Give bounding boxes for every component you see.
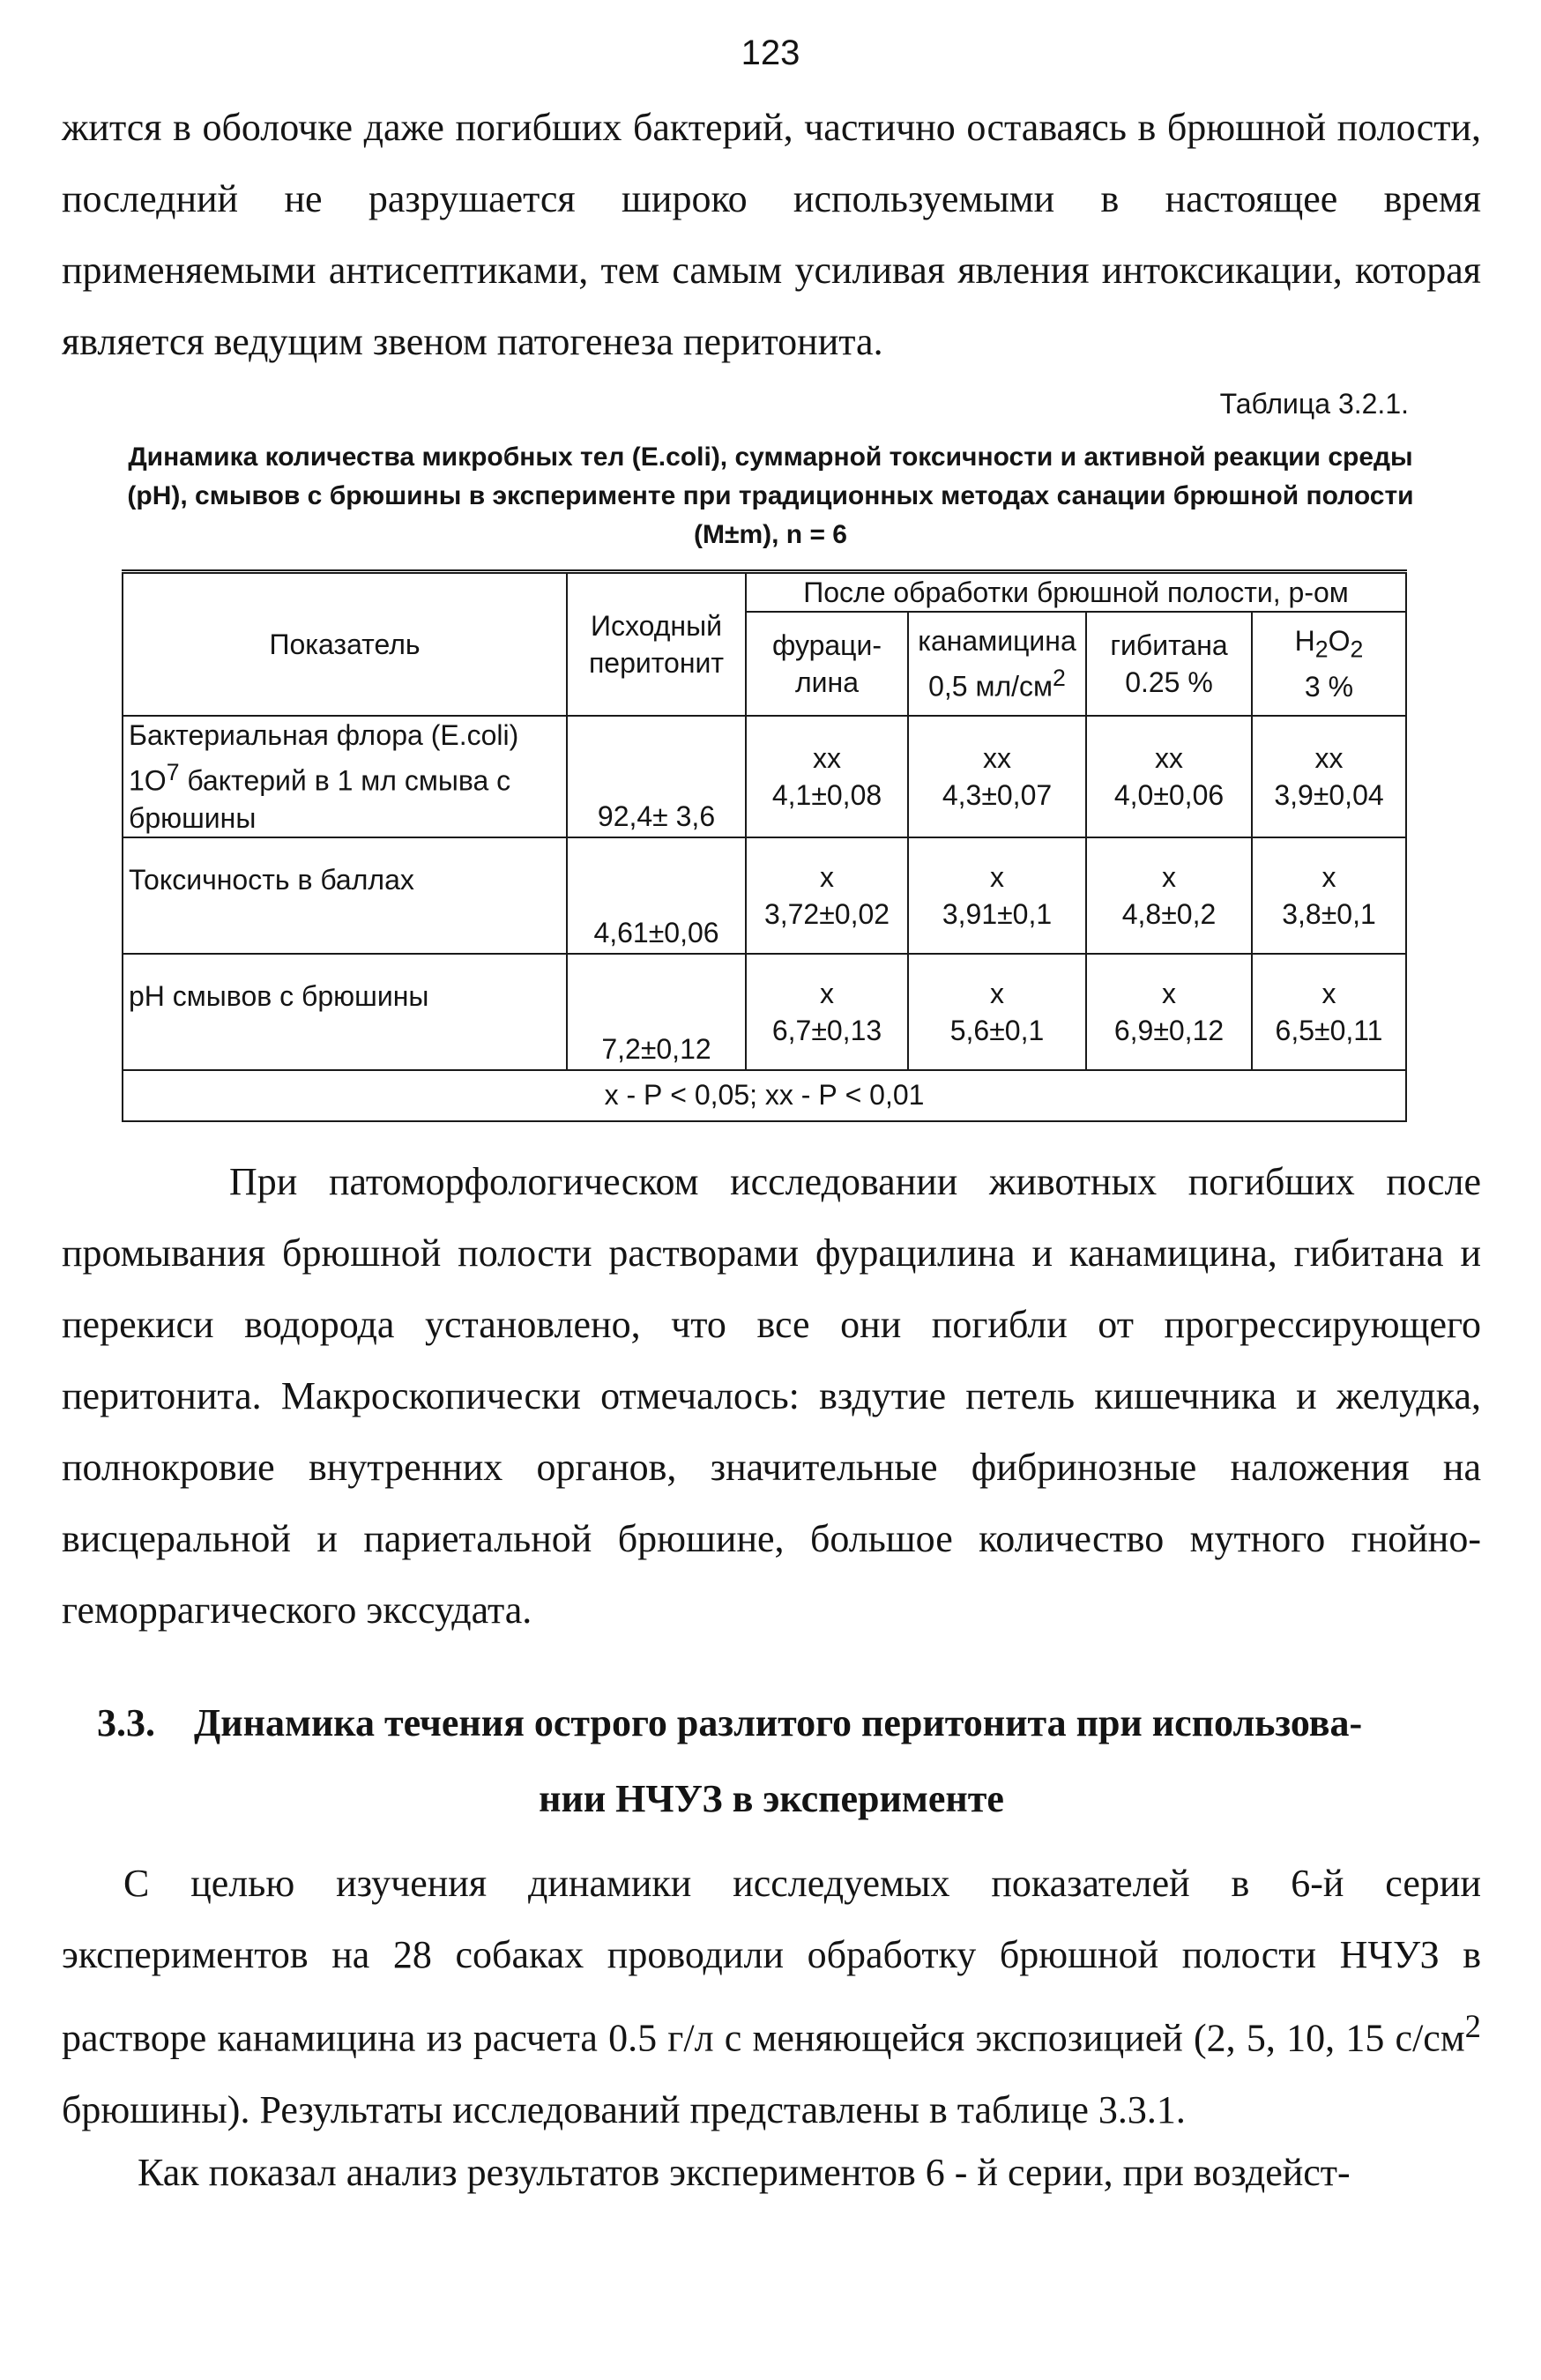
data-table xyxy=(122,569,1407,1122)
paragraph: При патоморфологическом исследовании животных погибших после промывания брюшной полости растворами фурацилина и канамицина, гибитана и перекиси водорода установлено, что все они погибли от прогрессирующего перитонита. Макроскопически отмечалось: вздутие петель кишечника и желудка, полнокровие внутренних органов, значительные фибринозные наложения на висцеральной и париетальной брюшине, большое количество мутного гнойно-геморрагического экссудата. xyxy=(62,1160,1481,1632)
header-indicator: Показатель xyxy=(123,572,567,717)
table-footnote: х - Р < 0,05; хх - Р < 0,01 xyxy=(123,1070,1406,1121)
value-cell: х 6,9±0,12 xyxy=(1086,954,1252,1070)
value-cell: х 5,6±0,1 xyxy=(908,954,1086,1070)
value-cell: хх 4,0±0,06 xyxy=(1086,716,1252,837)
page-number: 123 xyxy=(741,33,800,72)
header-initial: Исходный перитонит xyxy=(567,572,746,717)
value-cell: хх 3,9±0,04 xyxy=(1252,716,1406,837)
paragraph: С целью изучения динамики исследуемых показателей в 6-й серии экспериментов на 28 собаках проводили обработку брюшной полости НЧУЗ в растворе канамицина из расчета 0.5 г/л с меняющейся экспозицией (2, 5, 10, 15 $с/см^2$ брюшины). Результаты исследований представлены в таблице 3.3.1. xyxy=(62,1862,1481,2131)
paragraph: Как показал анализ результатов экспериментов 6 - й серии, при воздейст- xyxy=(138,2151,1351,2194)
header-h2o2: $H_2O_2$ 3 % xyxy=(1252,612,1406,716)
initial-value: 7,2±0,12 xyxy=(567,954,746,1070)
table-number: Таблица 3.2.1. xyxy=(1219,388,1409,420)
section-title: Динамика течения острого разлитого перитонита при использова- xyxy=(194,1701,1363,1744)
value-cell: хх 4,3±0,07 xyxy=(908,716,1086,837)
section-number: 3.3. xyxy=(97,1701,155,1744)
row-label: Токсичность в баллах xyxy=(123,837,567,954)
row-label: pH смывов с брюшины xyxy=(123,954,567,1070)
row-label: Бактериальная флора (E.coli) $1О^7$ бактерий в 1 мл смыва с брюшины xyxy=(123,716,567,837)
table-row xyxy=(123,716,1406,837)
header-after-treatment: После обработки брюшной полости, р-ом xyxy=(746,572,1406,613)
paragraph: жится в оболочке даже погибших бактерий, частично оставаясь в брюшной полости, последний не разрушается широко используемыми в настоящее время применяемыми антисептиками, тем самым усиливая явления интоксикации, которая является ведущим звеном патогенеза перитонита. xyxy=(62,106,1481,363)
initial-value: 92,4± 3,6 xyxy=(567,716,746,837)
table-row xyxy=(123,954,1406,1070)
value-cell: х 6,7±0,13 xyxy=(746,954,908,1070)
section-title-continued: нии НЧУЗ в эксперименте xyxy=(539,1777,1004,1820)
value-cell: х 3,72±0,02 xyxy=(746,837,908,954)
value-cell: х 3,91±0,1 xyxy=(908,837,1086,954)
value-cell: х 4,8±0,2 xyxy=(1086,837,1252,954)
header-gibitan: гибитана 0.25 % xyxy=(1086,612,1252,716)
value-cell: х 3,8±0,1 xyxy=(1252,837,1406,954)
value-cell: х 6,5±0,11 xyxy=(1252,954,1406,1070)
initial-value: 4,61±0,06 xyxy=(567,837,746,954)
table-row xyxy=(123,837,1406,954)
value-cell: хх 4,1±0,08 xyxy=(746,716,908,837)
header-furacilin: фураци-лина xyxy=(746,612,908,716)
table-caption: Динамика количества микробных тел (E.coli), суммарной токсичности и активной реакции среды (pH), смывов с брюшины в эксперименте при традиционных методах санации брюшной полости (M±m), n = 6 xyxy=(127,443,1414,549)
header-kanamycin: канамицина 0,5 $мл/см^2$ xyxy=(908,612,1086,716)
